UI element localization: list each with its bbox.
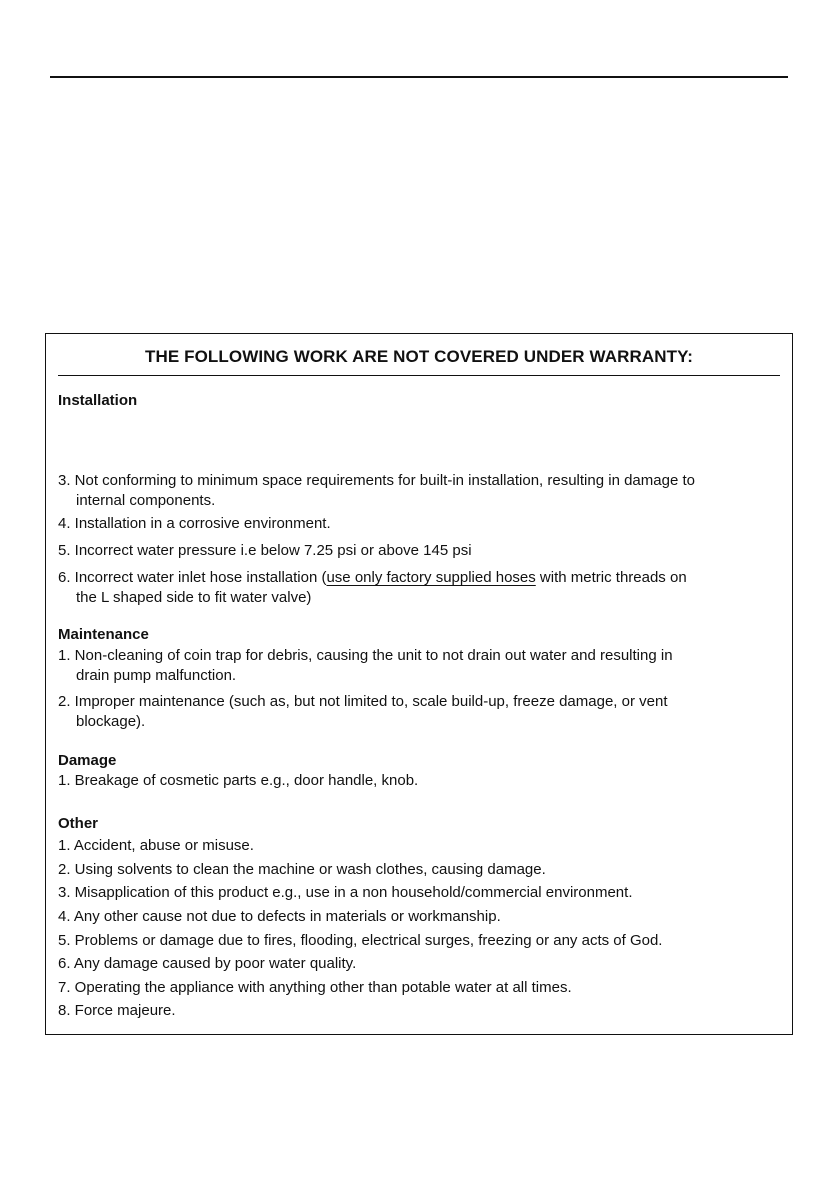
other-item-7: 7. Operating the appliance with anything other than potable water at all times. (58, 979, 572, 996)
installation-item-5: 5. Incorrect water pressure i.e below 7.25 psi or above 145 psi (58, 542, 472, 559)
installation-item-6-text-a: 6. Incorrect water inlet hose installation ( (58, 569, 327, 586)
installation-item-6 (58, 568, 778, 608)
warranty-exclusions-box (45, 333, 793, 1035)
maintenance-heading: Maintenance (58, 626, 149, 643)
installation-item-3-line-1: 3. Not conforming to minimum space requirements for built-in installation, resulting in damage to (58, 472, 695, 489)
damage-item-1: 1. Breakage of cosmetic parts e.g., door handle, knob. (58, 772, 419, 789)
other-item-3: 3. Misapplication of this product e.g., use in a non household/commercial environment. (58, 884, 633, 901)
maintenance-item-1 (58, 646, 778, 686)
damage-heading: Damage (58, 752, 117, 769)
header-rule (50, 76, 788, 78)
other-item-4: 4. Any other cause not due to defects in materials or workmanship. (58, 908, 501, 925)
other-item-8: 8. Force majeure. (58, 1002, 176, 1019)
other-item-6: 6. Any damage caused by poor water quality. (58, 955, 357, 972)
installation-item-4: 4. Installation in a corrosive environment. (58, 515, 331, 532)
maintenance-item-1-line-1: 1. Non-cleaning of coin trap for debris, causing the unit to not drain out water and resulting in (58, 647, 673, 664)
maintenance-item-1-line-2: drain pump malfunction. (76, 667, 237, 684)
box-title: THE FOLLOWING WORK ARE NOT COVERED UNDER WARRANTY: (144, 347, 694, 366)
maintenance-item-2 (58, 692, 778, 732)
installation-item-6-text-b: with metric threads on (535, 569, 687, 586)
installation-heading: Installation (58, 392, 138, 409)
installation-item-3 (58, 471, 778, 511)
installation-item-6-line-2: the L shaped side to fit water valve) (76, 589, 312, 606)
maintenance-item-2-line-2: blockage). (76, 713, 146, 730)
factory-hoses-note: use only factory supplied hoses (326, 569, 536, 586)
installation-item-3-line-2: internal components. (76, 492, 216, 509)
maintenance-item-2-line-1: 2. Improper maintenance (such as, but not limited to, scale build-up, freeze damage, or vent (58, 693, 668, 710)
other-item-1: 1. Accident, abuse or misuse. (58, 837, 254, 854)
other-item-2: 2. Using solvents to clean the machine or wash clothes, causing damage. (58, 861, 546, 878)
title-divider (58, 375, 780, 376)
other-item-5: 5. Problems or damage due to fires, flooding, electrical surges, freezing or any acts of God. (58, 932, 663, 949)
other-heading: Other (58, 815, 99, 832)
